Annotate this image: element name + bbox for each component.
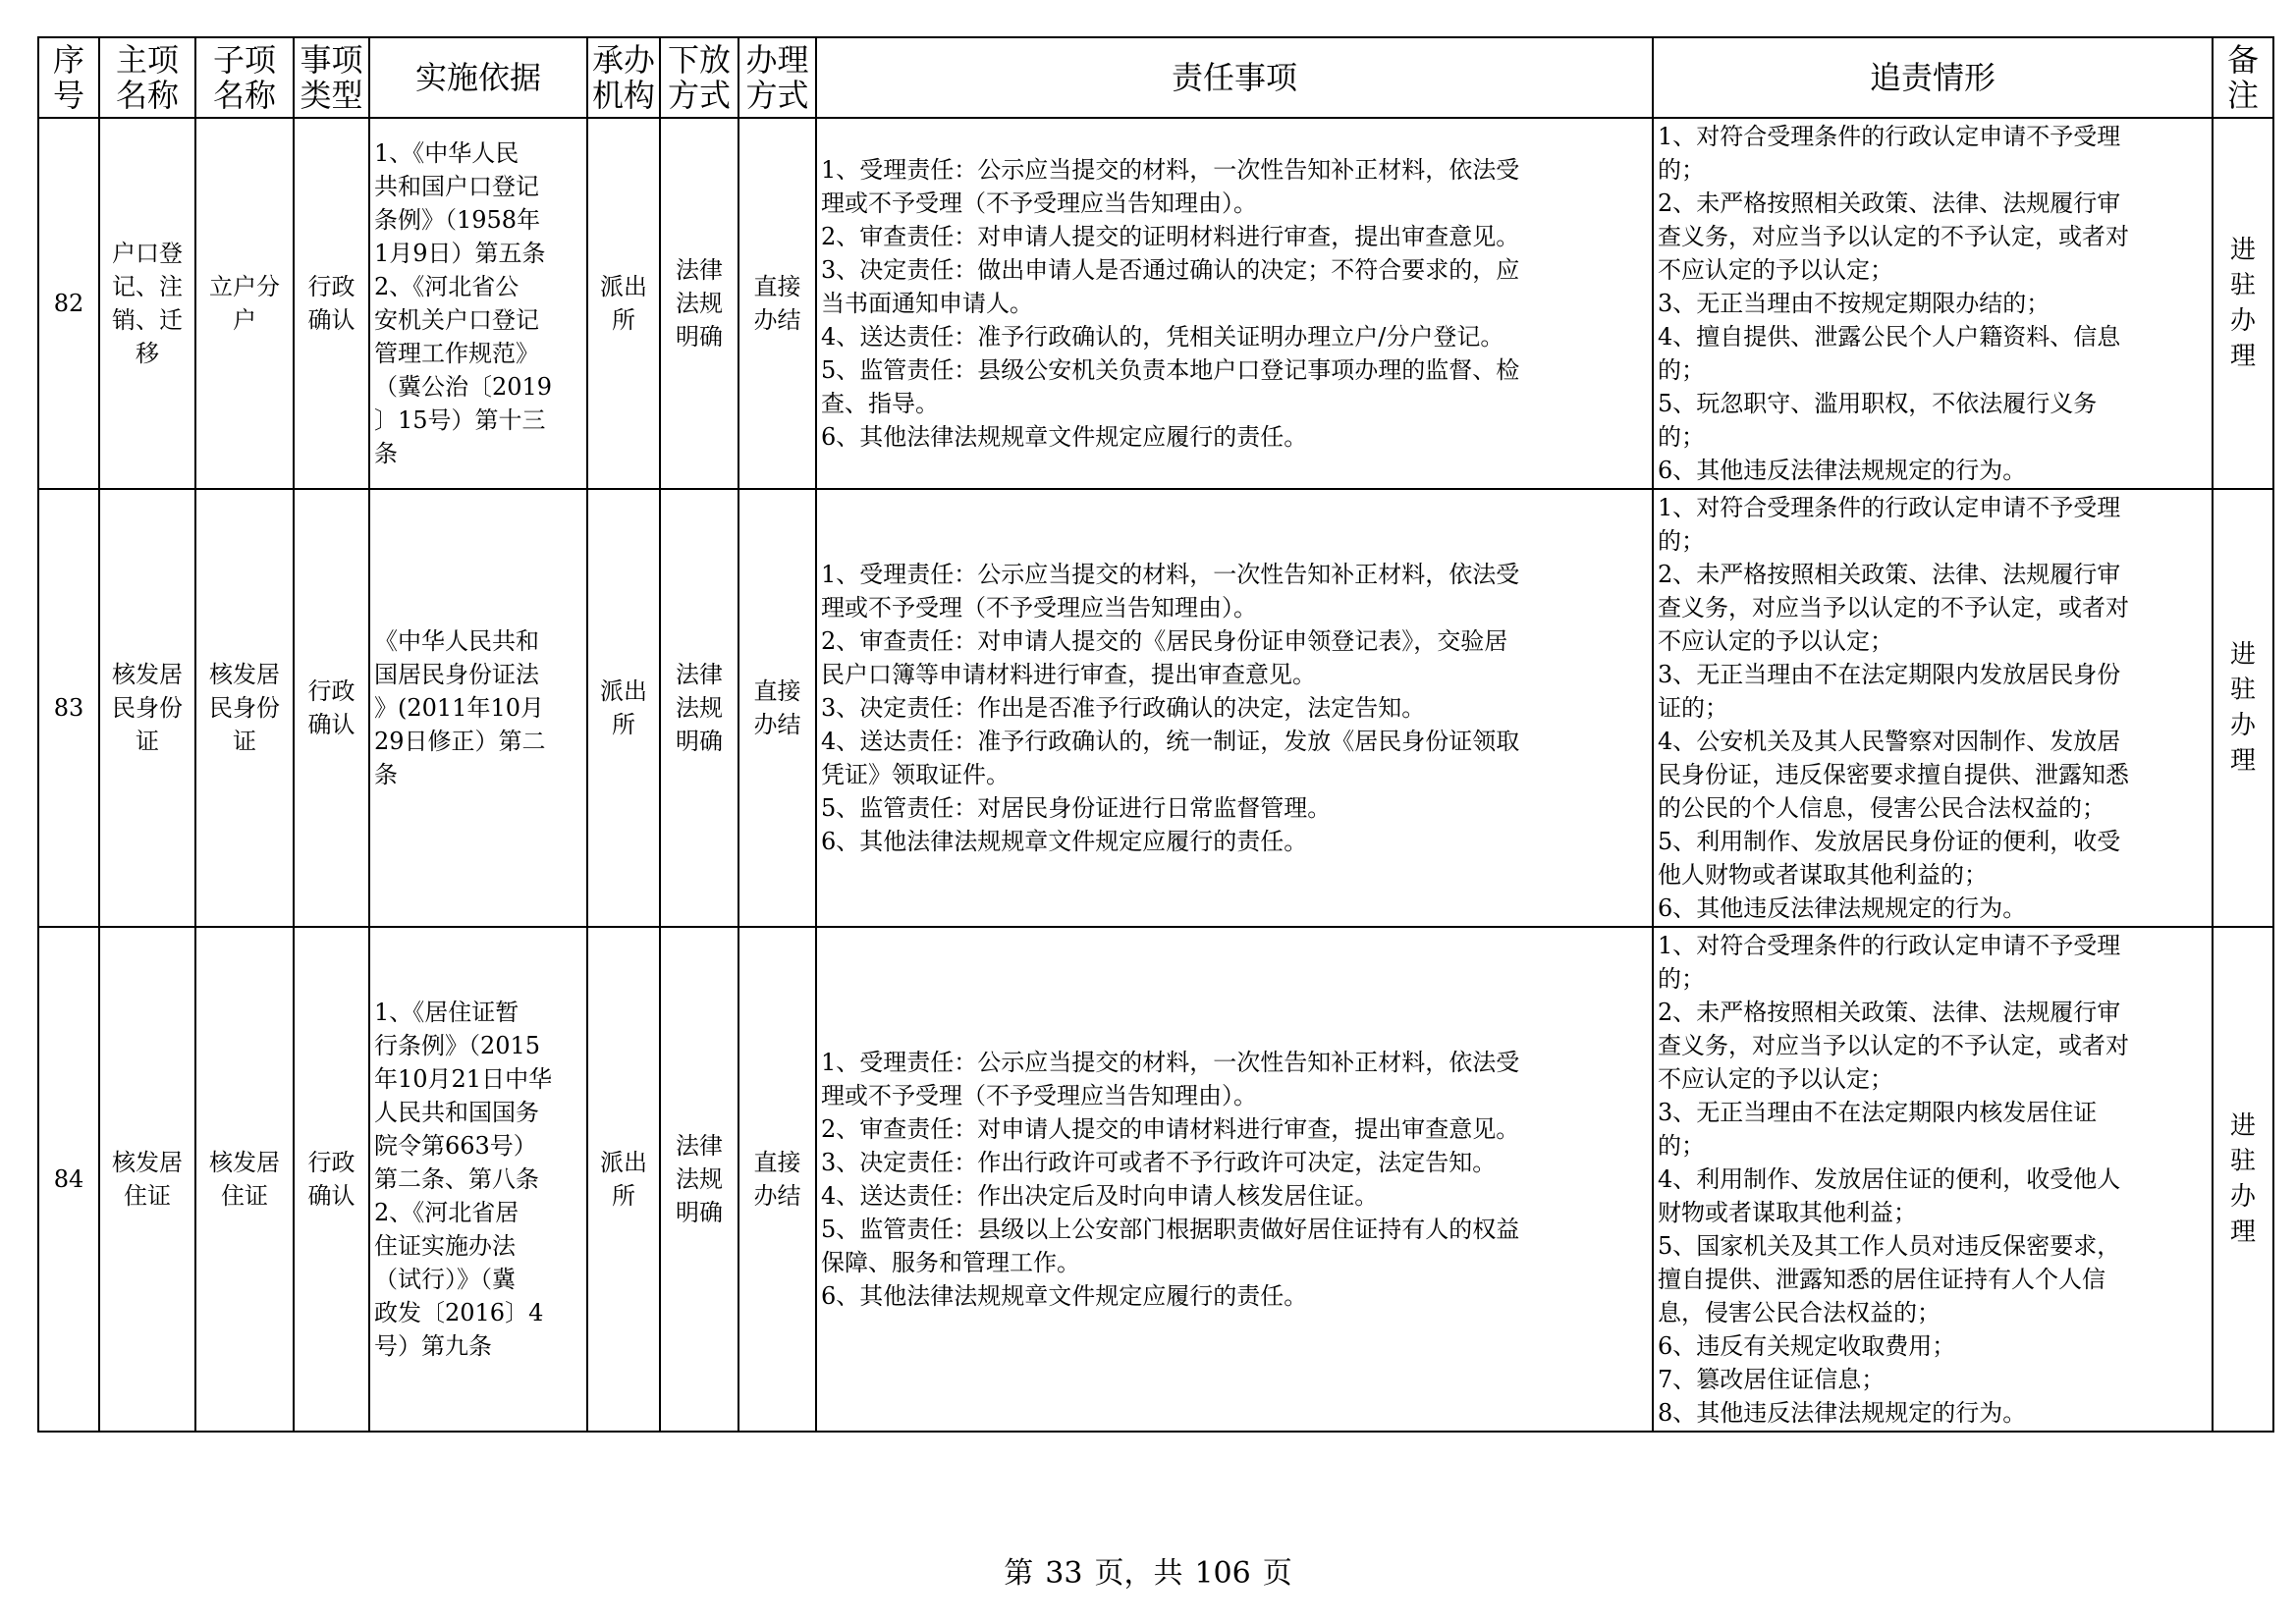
cell-main-item: 户口登 记、注 销、迁 移 [99, 118, 195, 489]
responsibility-table [37, 36, 2274, 1433]
cell-accountability: 1、对符合受理条件的行政认定申请不予受理 的； 2、未严格按照相关政策、法律、法规履行审 查义务，对应当予以认定的不予认定，或者对 不应认定的予以认定； 3、无正当理由不按规定期限办结的； 4、擅自提供、泄露公民个人户籍资料、信息 的； 5、玩忽职守、滥用职权，不依法履行义务 的； 6、其他违反法律法规规定的行为。 [1653, 118, 2213, 489]
header-sub-item: 子项 名称 [195, 37, 294, 118]
cell-item-type: 行政 确认 [294, 927, 369, 1432]
cell-item-type: 行政 确认 [294, 489, 369, 927]
cell-basis: 1、《居住证暂 行条例》（2015 年10月21日中华 人民共和国国务 院令第663号） 第二条、第八条 2、《河北省居 住证实施办法 （试行）》（冀 政发〔2016〕4 号）第九条 [369, 927, 587, 1432]
cell-delegation: 法律 法规 明确 [660, 927, 738, 1432]
table-row [38, 118, 2273, 489]
cell-delegation: 法律 法规 明确 [660, 118, 738, 489]
header-accountability: 追责情形 [1653, 37, 2213, 118]
cell-duties: 1、受理责任：公示应当提交的材料，一次性告知补正材料，依法受 理或不予受理（不予受理应当告知理由）。 2、审查责任：对申请人提交的申请材料进行审查，提出审查意见。 3、决定责任：作出行政许可或者不予行政许可决定，法定告知。 4、送达责任：作出决定后及时向申请人核发居住证。 5、监管责任：县级以上公安部门根据职责做好居住证持有人的权益 保障、服务和管理工作。 6、其他法律法规规章文件规定应履行的责任。 [816, 927, 1653, 1432]
header-index: 序 号 [38, 37, 99, 118]
cell-agency: 派出 所 [587, 927, 660, 1432]
cell-remark: 进 驻 办 理 [2213, 489, 2273, 927]
cell-handling: 直接 办结 [738, 489, 816, 927]
page-label-mid: 页，共 [1094, 1556, 1183, 1591]
header-remark: 备 注 [2213, 37, 2273, 118]
header-delegation: 下放 方式 [660, 37, 738, 118]
cell-index: 82 [38, 118, 99, 489]
page-total: 106 [1194, 1556, 1251, 1591]
header-item-type: 事项 类型 [294, 37, 369, 118]
page-label-post: 页 [1262, 1556, 1292, 1591]
cell-duties: 1、受理责任：公示应当提交的材料，一次性告知补正材料，依法受 理或不予受理（不予受理应当告知理由）。 2、审查责任：对申请人提交的《居民身份证申领登记表》，交验居 民户口簿等申请材料进行审查，提出审查意见。 3、决定责任：作出是否准予行政确认的决定，法定告知。 4、送达责任：准予行政确认的，统一制证，发放《居民身份证领取 凭证》领取证件。 5、监管责任：对居民身份证进行日常监督管理。 6、其他法律法规规章文件规定应履行的责任。 [816, 489, 1653, 927]
header-handling: 办理 方式 [738, 37, 816, 118]
cell-delegation: 法律 法规 明确 [660, 489, 738, 927]
cell-accountability: 1、对符合受理条件的行政认定申请不予受理 的； 2、未严格按照相关政策、法律、法规履行审 查义务，对应当予以认定的不予认定，或者对 不应认定的予以认定； 3、无正当理由不在法定期限内发放居民身份 证的； 4、公安机关及其人民警察对因制作、发放居 民身份证，违反保密要求擅自提供、泄露知悉 的公民的个人信息，侵害公民合法权益的； 5、利用制作、发放居民身份证的便利，收受 他人财物或者谋取其他利益的； 6、其他违反法律法规规定的行为。 [1653, 489, 2213, 927]
cell-basis: 1、《中华人民 共和国户口登记 条例》（1958年 1月9日）第五条 2、《河北省公 安机关户口登记 管理工作规范》 （冀公治〔2019 〕15号）第十三 条 [369, 118, 587, 489]
cell-accountability: 1、对符合受理条件的行政认定申请不予受理 的； 2、未严格按照相关政策、法律、法规履行审 查义务，对应当予以认定的不予认定，或者对 不应认定的予以认定； 3、无正当理由不在法定期限内核发居住证 的； 4、利用制作、发放居住证的便利，收受他人 财物或者谋取其他利益； 5、国家机关及其工作人员对违反保密要求， 擅自提供、泄露知悉的居住证持有人个人信 息，侵害公民合法权益的； 6、违反有关规定收取费用； 7、篡改居住证信息； 8、其他违反法律法规规定的行为。 [1653, 927, 2213, 1432]
cell-basis: 《中华人民共和 国居民身份证法 》(2011年10月 29日修正）第二 条 [369, 489, 587, 927]
cell-sub-item: 核发居 民身份 证 [195, 489, 294, 927]
header-basis: 实施依据 [369, 37, 587, 118]
cell-sub-item: 立户分 户 [195, 118, 294, 489]
cell-index: 83 [38, 489, 99, 927]
header-main-item: 主项 名称 [99, 37, 195, 118]
cell-handling: 直接 办结 [738, 118, 816, 489]
cell-sub-item: 核发居 住证 [195, 927, 294, 1432]
cell-agency: 派出 所 [587, 118, 660, 489]
table-header-row [38, 37, 2273, 118]
cell-handling: 直接 办结 [738, 927, 816, 1432]
cell-item-type: 行政 确认 [294, 118, 369, 489]
table-row [38, 927, 2273, 1432]
header-agency: 承办 机构 [587, 37, 660, 118]
cell-main-item: 核发居 民身份 证 [99, 489, 195, 927]
table-row [38, 489, 2273, 927]
cell-duties: 1、受理责任：公示应当提交的材料，一次性告知补正材料，依法受 理或不予受理（不予受理应当告知理由）。 2、审查责任：对申请人提交的证明材料进行审查，提出审查意见。 3、决定责任：做出申请人是否通过确认的决定；不符合要求的，应 当书面通知申请人。 4、送达责任：准予行政确认的，凭相关证明办理立户/分户登记。 5、监管责任：县级公安机关负责本地户口登记事项办理的监督、检 查、指导。 6、其他法律法规规章文件规定应履行的责任。 [816, 118, 1653, 489]
cell-agency: 派出 所 [587, 489, 660, 927]
page-current: 33 [1045, 1556, 1083, 1591]
page-label-pre: 第 [1004, 1556, 1034, 1591]
header-duties: 责任事项 [816, 37, 1653, 118]
cell-main-item: 核发居 住证 [99, 927, 195, 1432]
cell-index: 84 [38, 927, 99, 1432]
cell-remark: 进 驻 办 理 [2213, 927, 2273, 1432]
page-footer [0, 1556, 2296, 1592]
cell-remark: 进 驻 办 理 [2213, 118, 2273, 489]
